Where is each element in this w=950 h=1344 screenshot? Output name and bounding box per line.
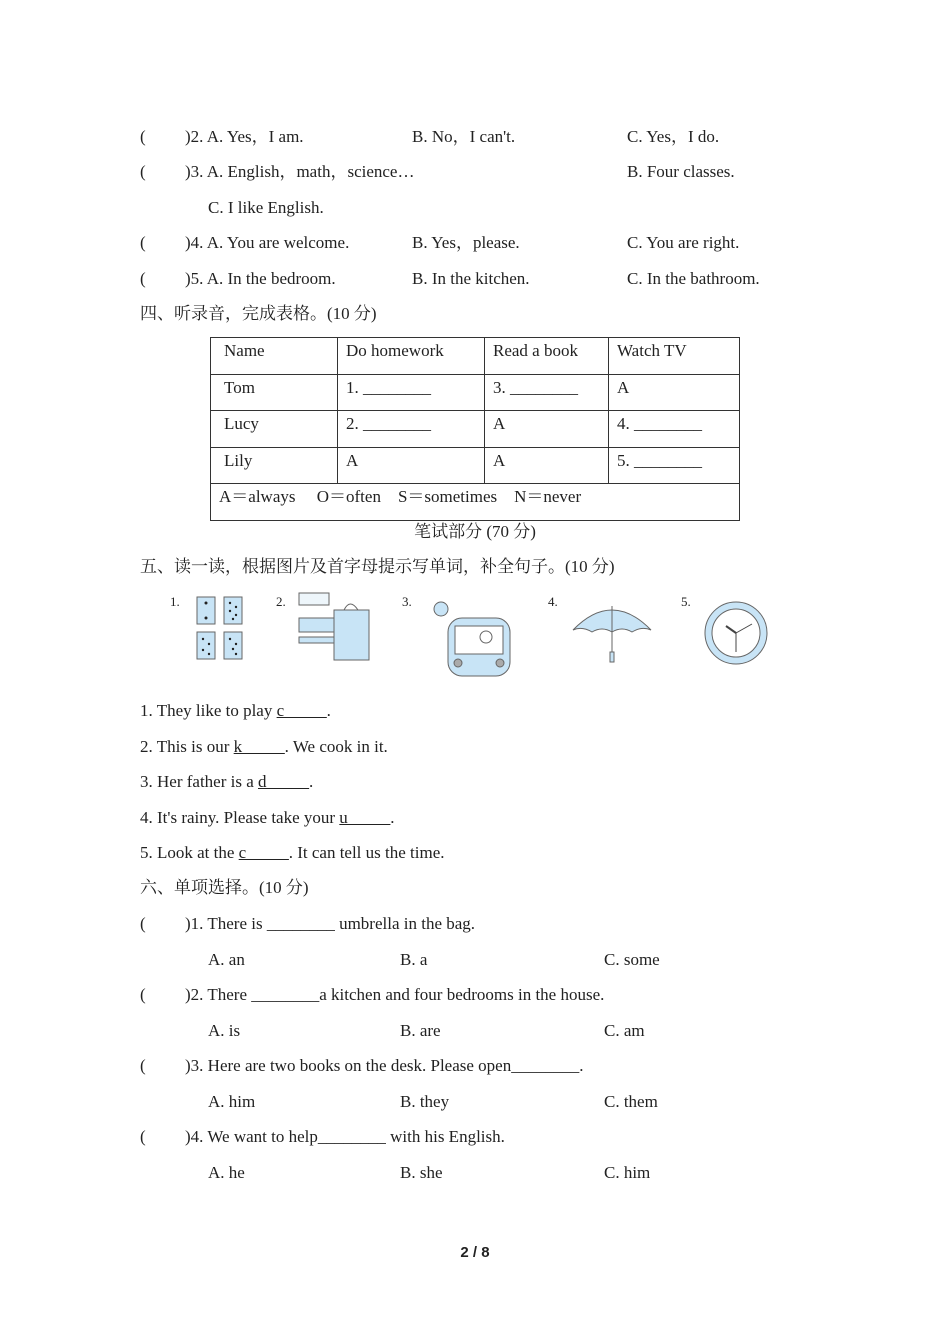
question-4: )4. A. You are welcome. (185, 233, 350, 252)
option-b: B. No，I can't. (412, 127, 516, 146)
option-c: C. You are right. (627, 233, 740, 252)
table-cell: A (609, 374, 740, 411)
paren: ( (140, 162, 146, 181)
sentence-4: 4. It's rainy. Please take your u_____. (140, 808, 395, 827)
playing-cards-picture (190, 594, 250, 664)
option-b: B. a (400, 950, 428, 969)
table-header: Name (211, 338, 338, 375)
question-4: )4. We want to help________ with his English. (185, 1127, 505, 1146)
table-cell: Lucy (211, 411, 338, 448)
question-1: )1. There is ________ umbrella in the bag. (185, 914, 476, 933)
table-cell[interactable]: 1. ________ (338, 374, 485, 411)
section-5-title: 五、读一读，根据图片及首字母提示写单词，补全句子。(10 分) (140, 557, 615, 576)
table-header: Do homework (338, 338, 485, 375)
pic-number: 1. (170, 594, 180, 609)
option-b: B. Four classes. (627, 162, 735, 181)
section-6-title: 六、单项选择。(10 分) (140, 878, 309, 897)
kitchen-picture (296, 590, 374, 665)
paren: ( (140, 985, 146, 1004)
paren: ( (140, 914, 146, 933)
section-4-title: 四、听录音，完成表格。(10 分) (140, 304, 377, 323)
answer-blank[interactable]: c_____ (238, 843, 289, 862)
question-2: )2. A. Yes，I am. (185, 127, 304, 146)
option-a: A. he (208, 1163, 245, 1182)
pic-number: 5. (681, 594, 691, 609)
pic-number: 3. (402, 594, 412, 609)
paren: ( (140, 1056, 146, 1075)
paren: ( (140, 127, 146, 146)
answer-blank[interactable]: c_____ (276, 701, 327, 720)
bus-driver-picture (428, 596, 516, 680)
table-cell[interactable]: 5. ________ (609, 447, 740, 484)
question-5: )5. A. In the bedroom. (185, 269, 336, 288)
written-part-title: 笔试部分 (70 分) (414, 522, 536, 541)
table-header: Watch TV (609, 338, 740, 375)
pic-number: 2. (276, 594, 286, 609)
table-cell: A (485, 447, 609, 484)
legend-row (211, 484, 740, 521)
option-c: C. them (604, 1092, 658, 1111)
table-cell: Lily (211, 447, 338, 484)
option-c: C. In the bathroom. (627, 269, 760, 288)
option-a: A. is (208, 1021, 241, 1040)
paren: ( (140, 233, 146, 252)
paren: ( (140, 1127, 146, 1146)
table-row (211, 447, 740, 484)
option-b: B. she (400, 1163, 443, 1182)
clock-picture (702, 600, 770, 666)
question-3: )3. Here are two books on the desk. Please open________. (185, 1056, 584, 1075)
listening-table (210, 337, 740, 521)
option-b: B. they (400, 1092, 450, 1111)
table-cell[interactable]: 4. ________ (609, 411, 740, 448)
option-a: A. an (208, 950, 245, 969)
table-header-row (211, 338, 740, 375)
option-b: B. are (400, 1021, 441, 1040)
table-cell[interactable]: 3. ________ (485, 374, 609, 411)
option-c: C. Yes，I do. (627, 127, 720, 146)
option-b: B. In the kitchen. (412, 269, 530, 288)
sentence-3: 3. Her father is a d_____. (140, 772, 314, 791)
sentence-1: 1. They like to play c_____. (140, 701, 331, 720)
table-cell: Tom (211, 374, 338, 411)
option-b: B. Yes，please. (412, 233, 520, 252)
answer-blank[interactable]: d_____ (258, 772, 310, 791)
option-c: C. some (604, 950, 660, 969)
option-c: C. I like English. (208, 198, 324, 217)
table-cell: A (338, 447, 485, 484)
table-row (211, 411, 740, 448)
table-cell[interactable]: 2. ________ (338, 411, 485, 448)
page-number: 2 / 8 (460, 1244, 490, 1261)
sentence-5: 5. Look at the c_____. It can tell us the time. (140, 843, 445, 862)
table-header: Read a book (485, 338, 609, 375)
sentence-2: 2. This is our k_____. We cook in it. (140, 737, 388, 756)
answer-blank[interactable]: u_____ (339, 808, 391, 827)
option-c: C. him (604, 1163, 651, 1182)
table-cell: A (485, 411, 609, 448)
paren: ( (140, 269, 146, 288)
question-3: )3. A. English，math，science… (185, 162, 415, 181)
legend: A＝always O＝often S＝sometimes N＝never (211, 484, 740, 521)
answer-blank[interactable]: k_____ (233, 737, 285, 756)
option-a: A. him (208, 1092, 256, 1111)
umbrella-picture (570, 600, 654, 664)
table-row (211, 374, 740, 411)
option-c: C. am (604, 1021, 645, 1040)
pic-number: 4. (548, 594, 558, 609)
question-2: )2. There ________a kitchen and four bedrooms in the house. (185, 985, 605, 1004)
